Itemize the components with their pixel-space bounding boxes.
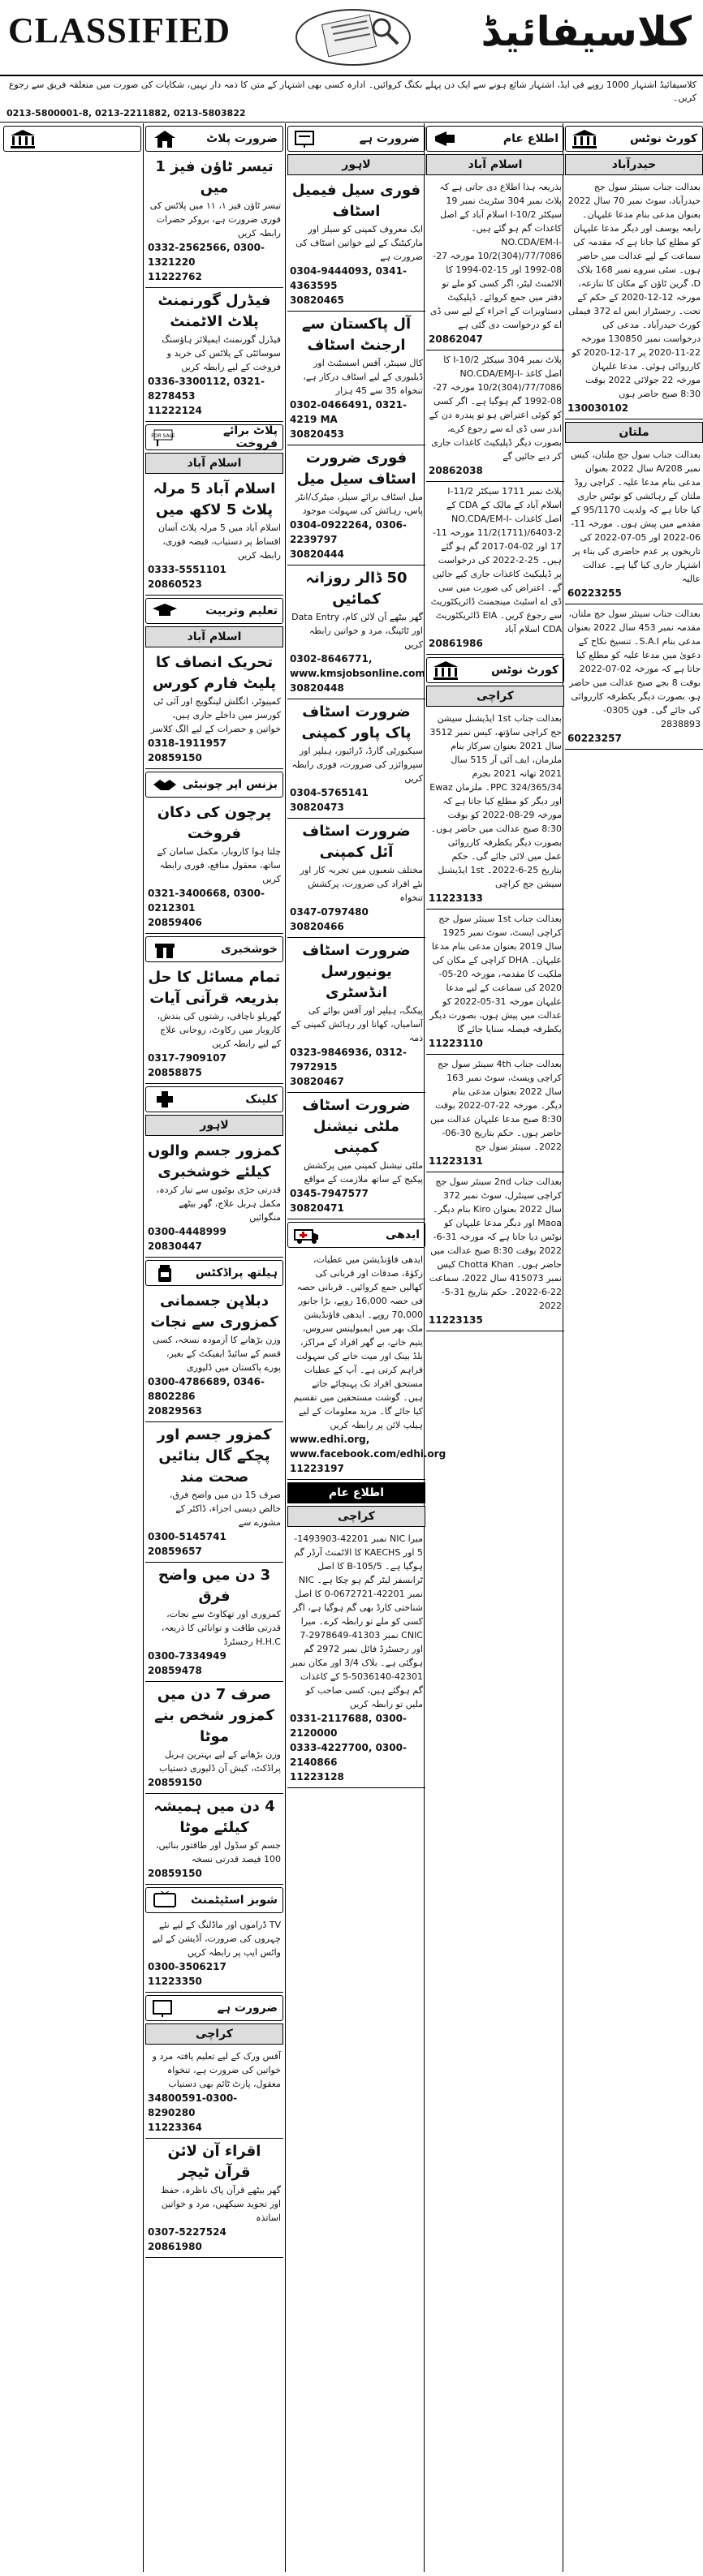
ad-title: تمام مسائل کا حل بذریعہ قرآنی آیات: [148, 969, 281, 1007]
ad-title: اسلام آباد 5 مرلہ پلاٹ 5 لاکھ میں: [153, 480, 276, 518]
ad-ref: 11223133: [429, 892, 483, 904]
ad-phone: 0300-7334949: [148, 1650, 226, 1662]
ad-title: فیڈرل گورنمنٹ پلاٹ الاٹمنٹ: [157, 292, 271, 330]
section-label: ایدھی: [385, 1228, 420, 1241]
ad-phone: 34800591-0300-8290280: [148, 2092, 238, 2118]
ad-body: پلاٹ نمبر 304 سیکٹر I-10/2 کا اصل کاغذ NO.CDA/EMJ-I-10/2(304)/77/7086 مورخہ 27-08-1992 گم ہوگیا ہے۔ اگر کسی کو کوئی اعتراض ہو تو پندرہ دن کے اندر سی ڈی اے سے رجوع کرے، بصورت دیگر ڈپلیکیٹ کاغذات جاری کر دیے جائیں گے: [429, 355, 562, 462]
ad-health: [145, 1288, 283, 1422]
ad-body: بعدالت جناب 1st سینئر سول جج کراچی ایسٹ، سوٹ نمبر 1925 سال 2019 بعنوان مدعی بنام مدعا علیہان۔ DHA کراچی کے مکان کی ملکیت کا مقدمہ، مورخہ 20-05-2020 کی سماعت کے لیے مدعا علیہان مورخہ 31-05-2022 کو عدالت میں پیش ہوں، بصورت دیگر یکطرفہ فیصلہ سنایا جائے گا: [429, 914, 562, 1034]
ad-ref: 11223135: [429, 1314, 483, 1326]
ad-ref: 20859406: [148, 917, 202, 928]
section-header: [287, 126, 425, 152]
ad-job: [287, 566, 425, 699]
ad-ref: 20830447: [148, 1241, 202, 1252]
section-header: [145, 772, 283, 798]
ad-body: ایدھی فاؤنڈیشن میں عطیات، زکوٰۃ، صدقات اور قربانی کی کھالیں جمع کروائیں۔ قربانی حصہ فی حصہ 16,000 روپے، بڑا جانور 70,000 روپے۔ ایدھی فاؤنڈیشن ملک بھر میں ایمبولینس سروس، یتیم خانے، بے گھر افراد کے مراکز، بلڈ بینک اور میت خانے کی سہولت فراہم کرتی ہے۔ آپ کے عطیات مستحق افراد تک پہنچائے جاتے ہیں۔ گوشت مستحقین میں تقسیم کیا جائے گا۔ مزید معلومات کے لیے ہیلپ لائن پر رابطہ کریں: [293, 1254, 423, 1430]
ad-phone: 0300-5145741: [148, 1531, 226, 1542]
ad-ref: 20859150: [148, 1868, 202, 1879]
ad-court-karachi: [426, 1172, 564, 1331]
section-header: [565, 126, 703, 152]
ad-ref: 60223255: [567, 587, 622, 599]
section-label: بزنس اپر چونیٹی: [182, 778, 278, 791]
ad-title: صرف 7 دن میں کمزور شخص بنے موٹا: [154, 1686, 274, 1745]
ad-phone: 0307-5227524: [148, 2226, 226, 2238]
ad-public-notice: [426, 178, 564, 350]
city-banner: لاہور: [287, 154, 425, 175]
tv-icon: [151, 1890, 179, 1910]
ad-title: 4 دن میں ہمیشہ کیلئے موٹا: [153, 1798, 275, 1836]
ad-body: گھریلو ناچاقی، رشتوں کی بندش، کاروبار میں رکاوٹ، روحانی علاج کے لیے رابطہ کریں: [157, 1011, 281, 1049]
section-header: [145, 936, 283, 962]
ad-body: ایک معروف کمپنی کو سیلز اور مارکیٹنگ کے لیے خواتین اسٹاف کی ضرورت ہے: [295, 224, 423, 262]
ad-title: تحریک انصاف کا پلیٹ فارم کورس: [152, 654, 277, 692]
ad-ref: 20829563: [148, 1405, 202, 1417]
ad-body: تیسر ٹاؤن فیز ۱، ۱۱ میں پلاٹس کی فوری ضرورت ہے، بروکر حضرات رابطہ کریں: [149, 200, 281, 239]
ad-ref: 11222124: [148, 405, 202, 416]
ad-body: بذریعہ ہذا اطلاع دی جاتی ہے کہ پلاٹ نمبر 304 سٹریٹ نمبر 19 سیکٹر I-10/2 اسلام آباد کے اصل کاغذات گم ہو گئے ہیں۔ NO.CDA/EM-I-10/2(304)/77/7086 مورخہ 27-08-1992 اور 15-02-1994 کا الاٹمنٹ لیٹر، اگر کسی کو ملے تو دفتر میں جمع کروائے۔ ڈپلیکیٹ دستاویزات کے اجراء کے لیے سی ڈی اے کو درخواست دی گئی ہے: [429, 182, 562, 330]
column-plots-health: [145, 123, 283, 2572]
ad-body: گھر بیٹھے قرآن پاک ناظرہ، حفظ اور تجوید سیکھیں، مرد و خواتین اساتذہ: [161, 2185, 281, 2223]
ad-court-karachi: [426, 910, 564, 1055]
ad-phone: 0302-8646771, www.kmsjobsonline.com: [290, 653, 425, 679]
ad-phone: 0318-1911957: [148, 738, 226, 749]
city-banner: اسلام آباد: [145, 626, 283, 647]
ad-job: [287, 1093, 425, 1219]
ad-body: کمپیوٹر، انگلش لینگویج اور آئی ٹی کورسز میں داخلے جاری ہیں، خواتین و حضرات کے لیے الگ کلاسز: [150, 696, 281, 734]
ad-body: گھر بیٹھے آن لائن کام، Data Entry اور ٹائپنگ، مرد و خواتین رابطہ کریں: [291, 612, 423, 650]
column-divider: [143, 123, 144, 2572]
ad-phone: 0300-3506217: [148, 1961, 226, 1972]
ad-body: چلتا ہوا کاروبار، مکمل سامان کے ساتھ، معقول منافع، فوری رابطہ کریں: [157, 846, 281, 884]
section-label: ہیلتھ پراڈکٹس: [195, 1266, 278, 1279]
ad-body: بعدالت جناب سینئر سول جج حیدرآباد، سوٹ نمبر 70 سال 2022 بعنوان مدعی بنام مدعا علیہان۔ رابعہ یوسف اور دیگر مدعا علیہان کو مطلع کیا جاتا ہے کہ مقدمہ کی سماعت کے لیے عدالت میں حاضر ہوں۔ سٹی سروے نمبر 168 بلاک D، گرین ٹاؤن کے مکان کا تنازعہ، مورخہ 12-12-2020 کے حکم کے تحت۔ رجسٹرار ایس اے 372 فیملی کورٹ حیدرآباد۔ مدعی کی درخواست نمبر 130850 مورخہ 22-11-2020 پر 17-12-2020 کو کارروائی ہوئی۔ مدعا علیہان مورخہ 22 جولائی 2022 بوقت 8:30 صبح حاضر ہوں: [567, 182, 701, 399]
sale-sign-text: FOR SALE: [151, 433, 175, 439]
section-label: خوشخبری: [221, 943, 278, 956]
ad-ref: 20861986: [429, 638, 483, 649]
ad-title: 3 دن میں واضح فرق: [157, 1567, 271, 1605]
section-header: [145, 126, 283, 152]
ad-phone: 0345-7947577: [290, 1188, 369, 1199]
ad-body: جسم کو سڈول اور طاقتور بنائیں، 100 فیصد قدرتی نسخہ: [155, 1840, 281, 1864]
section-header: [145, 1995, 283, 2021]
masthead-phones: 0213-5800001-8, 0213-2211882, 0213-5803822: [6, 108, 246, 118]
column-continuation: [3, 123, 141, 2572]
masthead: [0, 0, 703, 122]
ad-ref: 20860523: [148, 578, 202, 590]
ad-title: تیسر ٹاؤن فیز 1 میں: [155, 158, 274, 196]
ad-job: [287, 938, 425, 1093]
ad-title: ضرورت اسٹاف پاک پاور کمپنی: [301, 703, 412, 742]
ad-job: [287, 445, 425, 566]
ad-court-karachi: [426, 709, 564, 910]
ad-public-notice: [287, 1529, 425, 1788]
ad-health: [145, 1682, 283, 1794]
city-banner: حیدرآباد: [565, 154, 703, 175]
section-label: پلاٹ برائے فروخت: [222, 424, 278, 450]
ad-ref: 30820448: [290, 682, 344, 694]
ad-title: ضرورت اسٹاف آئل کمپنی: [302, 823, 411, 861]
help-wanted-icon: [151, 1998, 179, 2018]
ad-ref: 20862038: [429, 465, 483, 476]
masthead-rule: [0, 75, 703, 76]
newspaper-icon: [292, 3, 414, 68]
section-label: شوبز اسٹیٹمنٹ: [190, 1894, 278, 1907]
ad-health: [145, 1422, 283, 1563]
ad-ref: 30820453: [290, 428, 344, 440]
section-header: [145, 1086, 283, 1112]
ad-website: www.edhi.org, www.facebook.com/edhi.org: [290, 1434, 446, 1460]
ad-ref: 60223257: [567, 733, 622, 744]
ad-court-multan: [565, 445, 703, 604]
ad-body: قدرتی جڑی بوٹیوں سے تیار کردہ، مکمل ہربل علاج، گھر بیٹھے منگوائیں: [156, 1185, 281, 1223]
section-label: کورٹ نوٹس: [490, 664, 559, 677]
ad-edhi: [287, 1250, 446, 1480]
ad-phone: 0304-9444093, 0341-4363595: [290, 265, 407, 291]
ad-phone: 0333-5551101: [148, 564, 226, 575]
ad-ref: 20858875: [148, 1067, 202, 1078]
city-banner: کراچی: [287, 1506, 425, 1527]
ad-spiritual: [145, 965, 283, 1084]
ad-body: میل اسٹاف برائے سیلز، میٹرک/انٹر پاس، رہائش کی سہولت موجود: [295, 492, 423, 516]
section-header: [145, 424, 283, 450]
ad-title: فوری ضرورت اسٹاف سیل میل: [296, 449, 416, 488]
ad-ref: 30820467: [290, 1076, 344, 1087]
city-banner: کراچی: [145, 2023, 283, 2045]
ad-job: [145, 2047, 283, 2139]
section-header: [145, 598, 283, 624]
ad-title: کمزور جسم والوں کیلئے خوشخبری: [148, 1142, 281, 1180]
ad-body: وزن بڑھانے کا آزمودہ نسخہ، کسی قسم کے سائیڈ ایفیکٹ کے بغیر، پورے پاکستان میں ڈلیوری: [152, 1335, 281, 1373]
masthead-title-ur: کلاسیفائیڈ: [481, 8, 692, 55]
ad-body: میرا NIC نمبر 42201-1493903-5 اور KAECHS کا الاٹمنٹ آرڈر گم ہوگیا ہے۔ B-105/5 کا اصل ٹرانسفر لیٹر گم ہو چکا ہے۔ NIC نمبر 42201-0672721-0 کا اصل شناختی کارڈ بھی گم ہوگیا ہے، اگر کسی کو ملے تو رابطہ کرے۔ میرا CNIC نمبر 41303-2978649-7 اور رجسٹرڈ فائل نمبر 2972 گم ہوگئی ہے۔ بلاک 3/4 اور مکان نمبر 42301-5036140-5 کے کاغذات گم ہوگئے ہیں، کسی صاحب کو ملیں تو رابطہ کریں: [290, 1533, 423, 1709]
city-banner: اسلام آباد: [145, 453, 283, 474]
ad-court-hyderabad: [565, 178, 703, 419]
ad-clinic: [145, 1138, 283, 1258]
ad-title: پرچون کی دکان فروخت: [157, 804, 272, 842]
ad-showbiz: [145, 1916, 283, 1993]
ad-phone: 0302-0466491, 0321-4219 MA: [290, 399, 407, 425]
ad-phone: 0323-9846936, 0312-7972915: [290, 1047, 407, 1073]
column-divider: [285, 123, 286, 2572]
ad-body: TV ڈراموں اور ماڈلنگ کے لیے نئے چہروں کی ضرورت، آڈیشن کے لیے واٹس ایپ پر رابطہ کریں: [152, 1920, 281, 1958]
ad-ref: 30820471: [290, 1202, 344, 1214]
ad-job: [287, 819, 425, 938]
ad-health: [145, 1563, 283, 1682]
ad-ref: 30820465: [290, 295, 344, 306]
section-header: [426, 126, 564, 152]
ad-title: ضرورت اسٹاف یونیورسل انڈسٹری: [302, 942, 411, 1001]
ad-plot: [145, 288, 283, 422]
house-icon: [151, 129, 179, 148]
ad-phone: 0317-7909107: [148, 1052, 226, 1064]
ad-body: ملٹی نیشنل کمپنی میں پرکشش پیکیج کے ساتھ ملازمت کے مواقع: [303, 1160, 423, 1185]
masthead-rule: [0, 122, 703, 123]
city-banner: کراچی: [426, 686, 564, 707]
ad-body: پلاٹ نمبر 1711 سیکٹر I-11/2 اسلام آباد کے مالک کے CDA کے اصل کاغذات NO.CDA/EM-I-11/2(1711)/6403-2 مورخہ 11-17 اور 02-04-2017 گم ہو گئے ہیں۔ 25-2-2022 کی درخواست پر ڈپلیکیٹ کاغذات جاری کیے جائیں گے۔ اعتراض کی صورت میں سی ڈی اے اسٹیٹ مینجمنٹ ڈائریکٹوریٹ سے رجوع کریں۔ EIA ڈائریکٹوریٹ CDA اسلام آباد: [430, 486, 562, 634]
column-court-notices: [565, 123, 703, 2572]
section-label: ضرورت ہے: [217, 2002, 278, 2015]
ad-body: سیکیورٹی گارڈ، ڈرائیور، ہیلپر اور سپروائزر کی ضرورت، فوری رابطہ کریں: [291, 746, 423, 784]
ad-phone: 0333-4227700, 0300-2140866: [290, 1742, 407, 1768]
city-banner: ملتان: [565, 422, 703, 443]
ad-ref: 20859657: [148, 1546, 202, 1557]
ad-ref: 11222762: [148, 271, 202, 282]
ad-phone: 0331-2117688, 0300-2120000: [290, 1713, 407, 1739]
ad-title: آل پاکستان سے ارجنٹ اسٹاف: [301, 316, 412, 354]
ad-health: [145, 1794, 283, 1885]
ad-education: [145, 650, 283, 769]
ad-phone: 0347-0797480: [290, 906, 369, 918]
ad-body: بعدالت جناب سول جج ملتان، کیس نمبر 208/A سال 2022 بعنوان مدعی بنام مدعا علیہ۔ کراچی روڈ ملتان کے رہائشی کو نوٹس جاری کیا جاتا ہے کہ ولدیت 95/1170 کے مقدمے میں پیش ہوں۔ مورخہ 11-06-2022 اور 05-07-2022 کی تاریخوں پر عدم حاضری کی بناء پر اشتہار جاری کیا گیا ہے۔ عدالت عالیہ: [571, 449, 701, 584]
courthouse-icon: [571, 129, 598, 148]
ad-body: آفس ورک کے لیے تعلیم یافتہ مرد و خواتین کی ضرورت ہے، تنخواہ معقول، پارٹ ٹائم بھی دستیاب: [152, 2051, 281, 2089]
ad-court-multan: [565, 604, 703, 750]
column-public-notices: [426, 123, 564, 2572]
ad-phone: 0300-4448999: [148, 1226, 226, 1237]
ad-phone: 0300-4786689, 0346-8802286: [148, 1376, 265, 1402]
column-jobs: [287, 123, 446, 2572]
section-label: ضرورت ہے: [359, 132, 420, 145]
megaphone-icon: [432, 129, 459, 148]
ad-court-karachi: [426, 1055, 564, 1172]
courthouse-icon: [9, 129, 37, 148]
section-label: اطلاع عام: [502, 132, 559, 145]
ad-phone: 0304-0922264, 0306-2239797: [290, 519, 407, 545]
section-header: [145, 1260, 283, 1286]
pill-bottle-icon: [151, 1263, 179, 1283]
medical-cross-icon: [151, 1090, 179, 1109]
section-label: کورٹ نوٹس: [629, 132, 697, 145]
section-header: [3, 126, 141, 152]
help-wanted-icon: [293, 129, 321, 148]
ad-body: کمزوری اور تھکاوٹ سے نجات، قدرتی طاقت و توانائی کا ذریعہ، H.H.C رجسٹرڈ: [161, 1609, 281, 1647]
section-header: [426, 657, 564, 683]
graduation-cap-icon: [151, 601, 179, 621]
masthead-title-en: CLASSIFIED: [8, 11, 231, 50]
ad-title: ضرورت اسٹاف ملٹی نیشنل کمپنی: [302, 1097, 411, 1156]
ad-business: [145, 800, 283, 934]
ad-ref: 11223110: [429, 1038, 483, 1049]
ad-phone: 0336-3300112, 0321-8278453: [148, 376, 265, 402]
ad-ref: 11223350: [148, 1976, 202, 1987]
ad-body: اسلام آباد میں 5 مرلہ پلاٹ آسان اقساط پر دستیاب، قبضہ فوری، رابطہ کریں: [157, 523, 281, 561]
ad-title: اقراء آن لائن قرآن ٹیچر: [167, 2143, 261, 2181]
ad-body: بعدالت جناب 2nd سینئر سول جج کراچی سینٹرل، سوٹ نمبر 372 سال 2022 بعنوان Kiro بنام دیگر۔ Maoa اور دیگر مدعا علیہان کو نوٹس دیا جاتا ہے کہ مورخہ 31-6-2022 بوقت 8:30 صبح عدالت میں حاضر ہوں۔ Chotta Khan کیس نمبر 415073 سال 2022، سماعت 22-6-2022۔ حکم بتاریخ 31-5-2022: [429, 1176, 562, 1311]
ad-plot-sale: [145, 476, 283, 596]
section-label: کلینک: [245, 1093, 278, 1106]
courthouse-icon: [432, 660, 459, 680]
ad-body: کال سینٹر، آفس اسسٹنٹ اور ڈیلیوری کے لیے اسٹاف درکار ہے، تنخواہ 35 سے 45 ہزار: [303, 358, 423, 396]
ad-body: بعدالت جناب 4th سینئر سول جج کراچی ویسٹ، سوٹ نمبر 163 سال 2022 بعنوان مدعی بنام دیگر۔ مورخہ 22-07-2022 بوقت 8:30 صبح مدعا علیہان عدالت میں حاضر ہوں۔ حکم بتاریخ 30-06-2022۔ سینئر سول جج: [429, 1059, 562, 1152]
ad-body: بعدالت جناب 1st ایڈیشنل سیشن جج کراچی ساؤتھ، کیس نمبر 3512 سال 2021 بعنوان سرکار بنام ملزمان، ایف آئی آر 515 سال 2021 تھانہ 2021 بجرم 324/365/34 PPC۔ ملزمان Ewaz اور دیگر کو مطلع کیا جاتا ہے کہ مورخہ 29-08-2022 کو بوقت 8:30 صبح عدالت میں حاضر ہوں۔ بصورت دیگر یکطرفہ کارروائی عمل میں لائی جائے گی۔ حکم بتاریخ 25-6-2022۔ 1st ایڈیشنل سیشن جج کراچی: [429, 713, 562, 889]
ad-ref: 11223131: [429, 1155, 483, 1167]
ambulance-icon: [293, 1225, 321, 1245]
ad-body: پیکنگ، ہیلپر اور آفس بوائے کی آسامیاں، کھانا اور رہائش کمپنی کے ذمہ: [291, 1005, 423, 1043]
ad-title: 50 ڈالر روزانہ کمائیں: [305, 570, 408, 608]
ad-job: [287, 178, 425, 312]
ad-job: [287, 699, 425, 819]
ad-phone: 0304-5765141: [290, 787, 369, 798]
ad-ref: 11223128: [290, 1771, 344, 1783]
ad-public-notice: [426, 482, 564, 655]
section-label: تعلیم وتربیت: [205, 604, 278, 617]
ad-title: دبلاپن جسمانی کمزوری سے نجات: [150, 1292, 278, 1331]
city-banner: لاہور: [145, 1115, 283, 1136]
ad-ref: 30820473: [290, 802, 344, 813]
ad-body: وزن بڑھانے کے لیے بہترین ہربل پراڈکٹ، کیش آن ڈلیوری دستیاب: [158, 1749, 281, 1774]
ad-public-notice: [426, 350, 564, 482]
ad-title: کمزور جسم اور پچکے گال بنائیں صحت مند: [157, 1426, 272, 1486]
section-banner: اطلاع عام: [287, 1482, 425, 1503]
ad-phone: 0332-2562566, 0300-1321220: [148, 242, 265, 268]
ad-plot: [145, 154, 283, 288]
ad-title: فوری سیل فیمیل اسٹاف: [291, 182, 421, 220]
for-sale-sign-icon: [151, 428, 179, 447]
gift-icon: [151, 940, 179, 959]
masthead-notice: کلاسیفائیڈ اشتہار 1000 روپے فی ایڈ، اشتہار شائع ہونے سے ایک دن پہلے بکنگ کروائیں۔ ادارہ کسی بھی اشتہار کے متن کا ذمہ دار نہیں، شکایات کی صورت میں متعلقہ فریق سے رجوع کریں۔: [8, 80, 697, 103]
ad-ref: 11223364: [148, 2122, 202, 2133]
ad-body: بعدالت جناب سینئر سول جج ملتان، مقدمہ نمبر 453 سال 2022 بعنوان مدعی بنام S.A.I۔ تنسیخ نکاح کے دعویٰ میں مدعا علیہ کو مطلع کیا جاتا ہے کہ مورخہ 02-07-2022 بوقت 8 بجے صبح عدالت میں حاضر ہو، بصورت دیگر یکطرفہ کارروائی کی جائے گی۔ فون 0305-2838893: [567, 609, 701, 729]
ad-ref: 30820466: [290, 921, 344, 932]
section-header: [145, 1887, 283, 1913]
ad-body: صرف 15 دن میں واضح فرق، خالص دیسی اجزاء، ڈاکٹر کے مشورے سے: [169, 1490, 281, 1528]
section-header: [287, 1222, 425, 1248]
city-banner: اسلام آباد: [426, 154, 564, 175]
ad-ref: 20861980: [148, 2241, 202, 2252]
handshake-icon: [151, 775, 179, 794]
ad-quran-teacher: [145, 2139, 283, 2258]
ad-ref: 30820444: [290, 548, 344, 560]
ad-ref: 11223197: [290, 1463, 344, 1474]
ad-ref: 130030102: [567, 402, 629, 414]
ad-ref: 20859150: [148, 752, 202, 763]
ad-ref: 20859150: [148, 1777, 202, 1788]
ad-ref: 20859478: [148, 1665, 202, 1676]
ad-phone: 0321-3400668, 0300-0212301: [148, 888, 265, 914]
ad-body: مختلف شعبوں میں تجربہ کار اور نئے افراد کی ضرورت، پرکشش تنخواہ: [300, 865, 423, 903]
ad-body: فیڈرل گورنمنٹ ایمپلائز ہاؤسنگ سوسائٹی کے پلاٹس کی خرید و فروخت کے لیے رابطہ کریں: [162, 334, 281, 372]
ad-job: [287, 312, 425, 445]
section-label: ضرورت پلاٹ: [206, 132, 278, 145]
ad-ref: 20862047: [429, 333, 483, 345]
